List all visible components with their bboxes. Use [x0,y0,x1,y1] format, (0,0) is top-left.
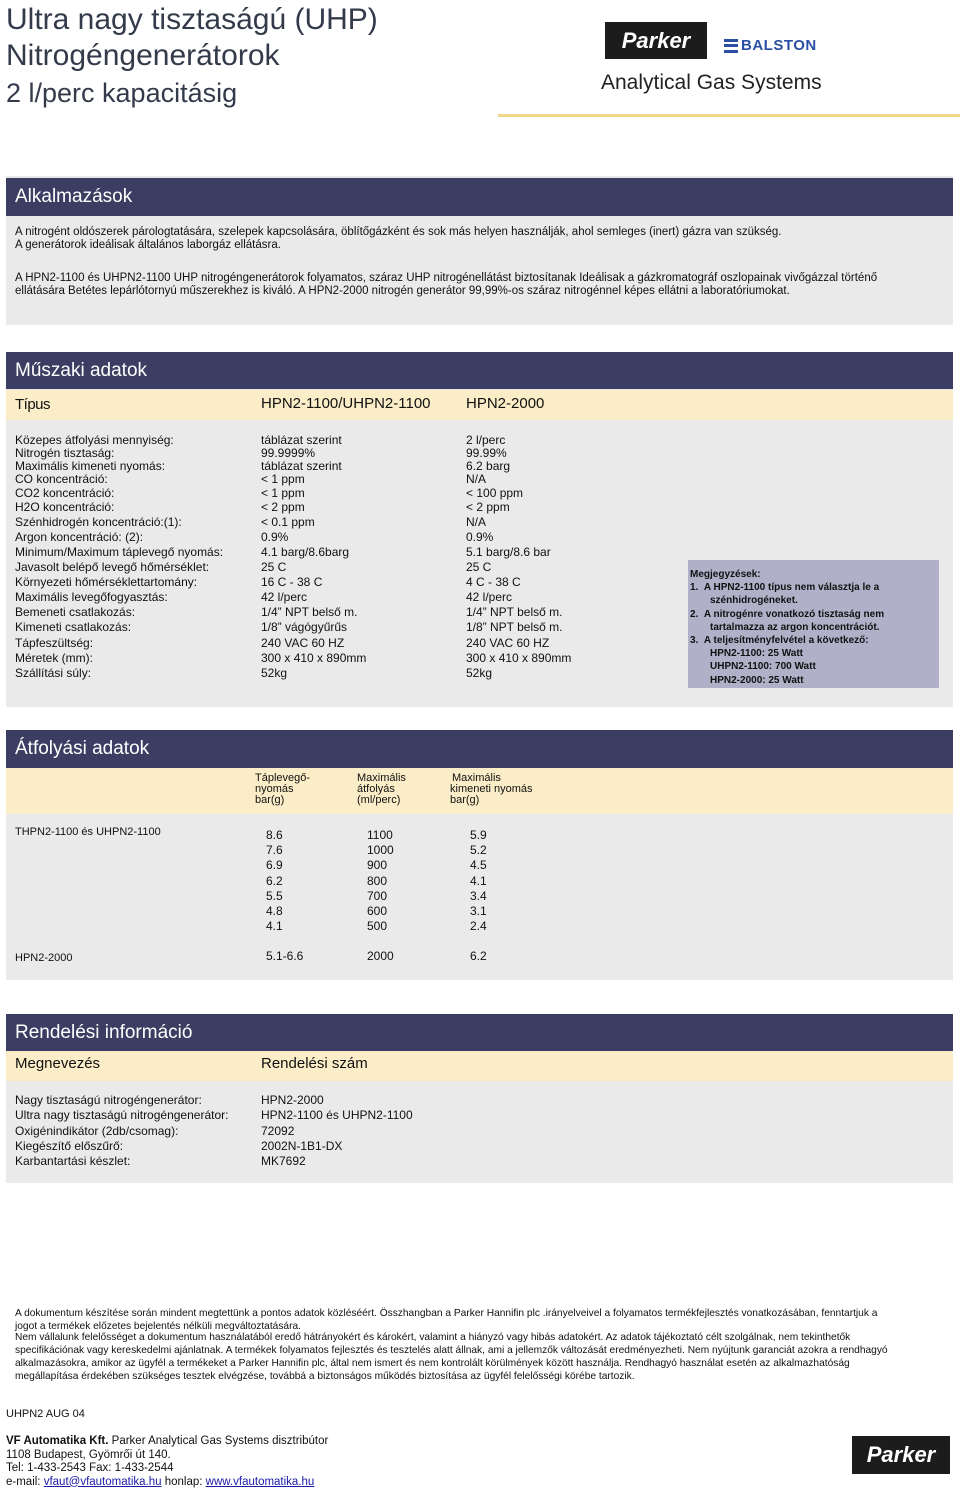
flow-max-outlet: 4.5 [470,858,487,873]
flow-feed-pressure: 4.8 [266,904,283,918]
subtitle: Analytical Gas Systems [601,71,822,94]
spec-label: Bemeneti csatlakozás: [15,605,136,619]
contact-block [6,1435,328,1489]
flow-header-line: bar(g) [450,794,480,806]
flow-max-flow: 500 [367,919,388,934]
flow-max-outlet: 5.9 [470,828,487,842]
spec-value-model-b: 0.9% [466,530,494,544]
spec-value-model-b: 6.2 barg [466,459,511,473]
email-label: e-mail: [6,1475,41,1488]
company-desc: Parker Analytical Gas Systems disztribútor [111,1435,329,1447]
note-number: 1. [690,582,699,594]
order-item-name: Nagy tisztaságú nitrogéngenerátor: [15,1093,202,1107]
column-model-b: HPN2-2000 [466,395,545,412]
spec-value-model-b: < 2 ppm [466,500,510,514]
flow-feed-pressure: 7.6 [266,843,283,858]
ordering-col-code: Rendelési szám [261,1055,368,1072]
note-number: 2. [690,608,699,620]
spec-value-model-b: 1/4” NPT belső m. [466,605,563,619]
title-line-3: 2 l/perc kapacitásig [6,78,238,108]
spec-value-model-a: < 2 ppm [261,500,305,514]
flow-max-flow: 600 [367,904,388,918]
spec-value-model-b: N/A [466,472,487,486]
note-1-line-1: A HPN2-1100 típus nem választja le a [703,582,880,594]
applications-heading: Alkalmazások [6,178,953,216]
spec-value-model-b: 25 C [466,560,492,574]
flow-max-outlet: 5.2 [470,843,487,858]
flow-g2-outlet: 6.2 [470,949,487,963]
spec-value-model-a: 300 x 410 x 890mm [261,651,367,665]
spec-value-model-a: < 1 ppm [261,486,305,500]
phone: Tel: 1-433-2543 Fax: 1-433-2544 [6,1462,174,1474]
flow-heading: Átfolyási adatok [6,730,953,768]
spec-value-model-b: 1/8” NPT belső m. [466,620,563,634]
flow-header-max-flow [357,773,406,806]
spec-label: Kimeneti csatlakozás: [15,620,132,634]
flow-max-outlet: 2.4 [470,919,487,934]
flow-feed-pressure: 4.1 [266,919,283,934]
applications-text-2b: ellátására Betétes lepárlótornyú műszerekhez is kiváló. A HPN2-2000 nitrogén generátor 99,99%-os száraz nitrogénnel képes ellátni a laboratóriumokat. [15,285,790,297]
spec-value-model-a: táblázat szerint [261,433,342,447]
disclaimer-line: megállapítása érdekében szükséges tesztek elvégzése, továbbá a biztonságos működés biztosítása az ügyfél felelősségi körébe tartozik. [15,1371,635,1382]
spec-label: Szénhidrogén koncentráció:(1): [15,515,182,529]
technical-heading: Műszaki adatok [6,352,953,389]
flow-header-feed-pressure [255,773,310,806]
email-link[interactable]: vfaut@vfautomatika.hu [43,1475,162,1488]
spec-value-model-a: 1/8” vágógyűrűs [261,620,348,634]
spec-value-model-b: 5.1 barg/8.6 bar [466,545,551,559]
flow-feed-pressure: 5.5 [266,888,283,903]
note-2-line-2: tartalmazza az argon koncentrációt. [710,621,880,633]
disclaimer-2 [15,1331,888,1383]
balston-logo-text: BALSTON [741,37,817,54]
order-item-name: Karbantartási készlet: [15,1154,131,1169]
spec-label: CO koncentráció: [15,472,108,486]
address: 1108 Budapest, Gyömrői út 140. [6,1448,171,1461]
spec-value-model-b: 4 C - 38 C [466,575,521,589]
column-type: Típus [15,396,51,413]
column-model-a: HPN2-1100/UHPN2-1100 [261,395,431,412]
spec-label: Környezeti hőmérséklettartomány: [15,575,198,589]
note-3-line-1: A teljesítményfelvétel a következő: [703,635,869,647]
spec-label: Közepes átfolyási mennyiség: [15,433,174,447]
spec-value-model-a: 99.9999% [261,446,316,460]
spec-value-model-a: táblázat szerint [261,459,342,473]
order-item-code: 2002N-1B1-DX [261,1138,343,1153]
flow-header-line: bar(g) [255,794,285,806]
order-item-name: Kiegészítő előszűrő: [15,1138,124,1153]
disclaimer-line: jogot a termékek előzetes bejelentés nélküli megváltoztatására. [15,1321,301,1332]
spec-value-model-b: 2 l/perc [466,433,506,447]
balston-mark-icon [724,39,738,53]
spec-label: Méretek (mm): [15,651,93,665]
spec-value-model-b: 99.99% [466,446,507,460]
header-divider [498,114,960,117]
spec-value-model-a: 4.1 barg/8.6barg [261,545,350,559]
flow-g2-feed: 5.1-6.6 [266,949,304,963]
applications-text-1a: A nitrogént oldószerek párologtatására, szelepek kapcsolására, öblítőgázként és sok más helyen használják, ahol semleges (inert) gázra van szükség. [15,226,782,238]
spec-value-model-b: 300 x 410 x 890mm [466,651,572,665]
flow-max-flow: 1100 [367,828,393,842]
spec-label: Minimum/Maximum táplevegő nyomás: [15,545,224,559]
spec-label: Javasolt belépő levegő hőmérséklet: [15,560,210,574]
flow-header-line: Maximális [452,772,501,784]
spec-value-model-b: N/A [466,515,487,529]
document-code: UHPN2 AUG 04 [6,1408,85,1420]
flow-feed-pressure: 6.9 [266,858,283,873]
spec-value-model-b: 52kg [466,666,493,680]
spec-value-model-a: < 0.1 ppm [261,515,315,529]
flow-g2-flow: 2000 [367,949,394,963]
spec-label: Maximális kimeneti nyomás: [15,459,166,473]
company-name: VF Automatika Kft. [6,1435,109,1447]
ordering-heading: Rendelési információ [6,1014,953,1051]
flow-max-outlet: 3.4 [470,888,487,903]
spec-value-model-a: 42 l/perc [261,590,308,604]
flow-max-outlet: 3.1 [470,904,487,918]
flow-max-flow: 1000 [367,843,394,858]
spec-value-model-b: 240 VAC 60 HZ [466,636,550,650]
spec-value-model-b: < 100 ppm [466,486,524,500]
disclaimer-line: specifikációnak vagy kereskedelmi ajánlatnak. A termékek folyamatos fejlesztés és tesztelés alatt állnak, ami a jellemzők változását eredményezheti. Nem nyújtunk garanciát azokra a rendhagyó [15,1345,888,1356]
disclaimer-line: alkalmazásokra, amikor az ügyfél a termékeket a Parker Hannifin plc, által nem ismert és nem kontrolált körülmények között használja. Rendhagyó használat esetén az alkalmazhatóság [15,1358,850,1369]
notes-box [688,560,939,688]
footer-parker-logo-text: Parker [866,1442,936,1467]
web-label: honlap: [164,1475,203,1488]
note-2-line-1: A nitrogénre vonatkozó tisztaság nem [703,608,885,620]
flow-group-2-label: HPN2-2000 [15,952,73,964]
spec-label: Tápfeszültség: [15,636,94,650]
spec-value-model-b: 42 l/perc [466,590,513,604]
order-item-code: HPN2-2000 [261,1093,324,1107]
spec-value-model-a: 25 C [261,560,287,574]
spec-value-model-a: 52kg [261,666,288,680]
spec-value-model-a: 0.9% [261,530,289,544]
spec-value-model-a: < 1 ppm [261,472,305,486]
spec-label: CO2 koncentráció: [15,486,115,500]
flow-max-flow: 900 [367,858,388,873]
flow-feed-pressure: 6.2 [266,873,283,888]
footer-parker-logo [852,1436,950,1474]
applications-text-1b: A generátorok ideálisak általános laborgáz ellátásra. [15,239,281,251]
spec-label: Argon koncentráció: (2): [15,530,144,544]
applications-text-2a: A HPN2-1100 és UHPN2-1100 UHP nitrogéngenerátorok folyamatos, száraz UHP nitrogénellátást biztosítanak Ideálisak a gázkromatográf oszlopainak vivőgázzal történő [15,272,878,284]
flow-header-line: Táplevegő- [255,772,311,784]
title-line-1: Ultra nagy tisztaságú (UHP) [6,3,378,36]
spec-label: H2O koncentráció: [15,500,115,514]
ordering-col-name: Megnevezés [15,1055,101,1072]
disclaimer-line: Nem vállalunk felelősséget a dokumentum használatából eredő hátrányokért és károkért, valamint a hiányzó vagy hibás adatokért. Az adatok tájékoztató célt szolgálnak, nem tekinthetők [15,1332,851,1343]
flow-header-line: átfolyás [357,783,395,795]
flow-group-1-label: THPN2-1100 és UHPN2-1100 [15,826,161,838]
order-item-code: HPN2-1100 és UHPN2-1100 [261,1108,413,1123]
disclaimer-1 [15,1307,877,1333]
flow-header-line: nyomás [255,783,294,795]
note-3-line-4: HPN2-2000: 25 Watt [710,674,804,686]
flow-header-line: Maximális [357,772,406,784]
flow-header-max-outlet [450,773,533,806]
ordering-column-header [6,1051,953,1081]
flow-max-flow: 800 [367,873,388,888]
parker-logo [605,22,707,59]
flow-header-line: (ml/perc) [357,794,401,806]
spec-label: Maximális levegőfogyasztás: [15,590,168,604]
order-item-code: MK7692 [261,1154,306,1169]
order-item-name: Oxigénindikátor (2db/csomag): [15,1123,179,1138]
order-item-name: Ultra nagy tisztaságú nitrogéngenerátor: [15,1108,229,1123]
parker-logo-text: Parker [621,27,691,53]
spec-label: Szállítási súly: [15,666,92,680]
flow-header-line: kimeneti nyomás [450,783,533,795]
flow-feed-pressure: 8.6 [266,828,283,842]
order-item-code: 72092 [261,1123,295,1138]
note-number: 3. [690,635,699,647]
flow-max-flow: 700 [367,888,388,903]
notes-title: Megjegyzések: [690,569,761,580]
note-1-line-2: szénhidrogéneket. [710,595,798,607]
balston-logo [724,37,817,54]
disclaimer-line: A dokumentum készítése során mindent megtettünk a pontos adatok közléséért. Összhangban a Parker Hannifin plc .irányelveivel a folyamatos termékfejlesztés vonatkozásában, fenntartjuk a [15,1308,878,1319]
spec-label: Nitrogén tisztaság: [15,446,115,460]
spec-value-model-a: 240 VAC 60 HZ [261,636,345,650]
title-line-2: Nitrogéngenerátorok [6,39,280,72]
spec-value-model-a: 1/4” NPT belső m. [261,605,358,619]
flow-max-outlet: 4.1 [470,873,487,888]
note-3-line-3: UHPN2-1100: 700 Watt [710,661,816,673]
note-3-line-2: HPN2-1100: 25 Watt [710,648,803,660]
web-link[interactable]: www.vfautomatika.hu [205,1475,315,1488]
spec-value-model-a: 16 C - 38 C [261,575,323,589]
